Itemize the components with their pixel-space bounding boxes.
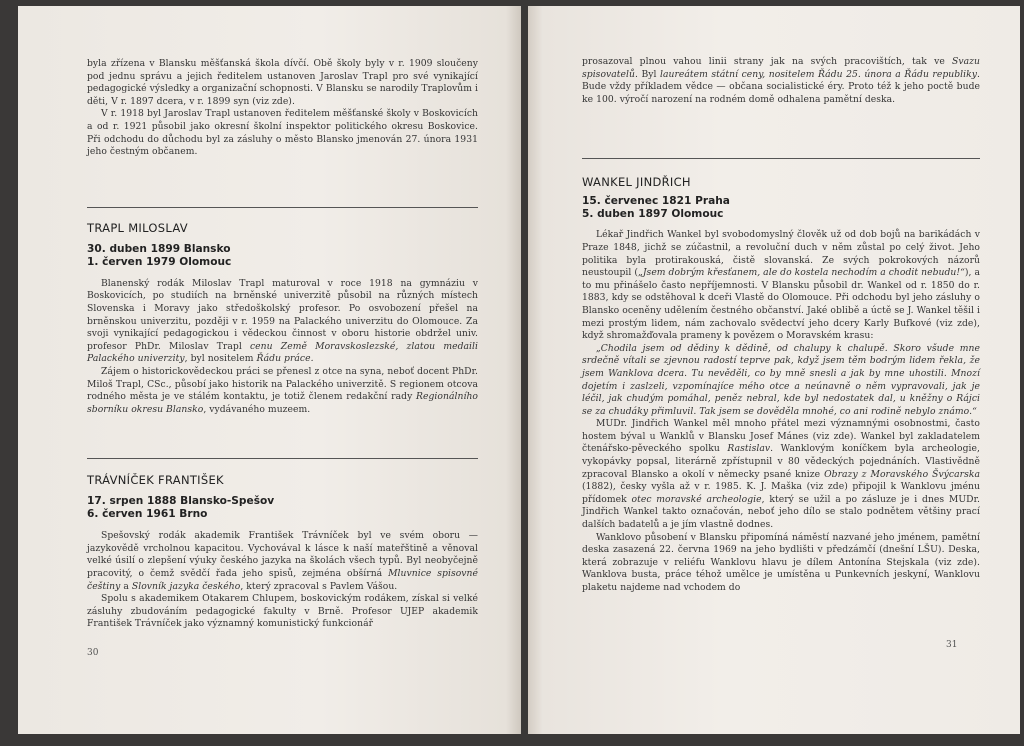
entry-birth-date: 17. srpen 1888 Blansko-Spešov — [87, 495, 275, 508]
right-intro-paragraph: prosazoval plnou vahou linii strany jak na svých pracovištích, tak ve Svazu spisovatelů. Byl laureátem státní ceny, nositelem Řádu 25. února a Řádu republiky. Bude vždy příkladem vědce — občana socialistické éry. Proto též k jeho poctě bude ke 100. výročí narození na rodném domě odhalena pamětní deska. — [582, 56, 980, 105]
page-number: 30 — [87, 648, 99, 658]
left-intro-paragraph-2: V r. 1918 byl Jaroslav Trapl ustanoven ředitelem měšťanské školy v Boskovicích a od r. 1921 působil jako okresní školní inspektor politického okresu Boskovice. Při odchodu do důchodu byl za zásluhy o město Blansko jmenován 27. února 1931 jeho čestným občanem. — [87, 108, 478, 158]
entry-name: TRÁVNÍČEK FRANTIŠEK — [87, 473, 224, 488]
entry-quote: „Chodila jsem od dědiny k dědině, od chalupy k chalupě. Skoro všude mne srdečně vítali se zjevnou radostí teprve pak, když jsem těm bodrým lidem řekla, že jsem Wanklova dcera. Tu nevěděli, co by mně snesli a jak by mne uhostili. Mnozí dojetím i zaslzeli, vzpomínajíce mého otce a neúnavně o něm vypravovali, jak je léčil, jak chudým pomáhal, peněz nebral, kde byl nedostatek dal, u kněžny o Rájci se za chudáky přimluvil. Tak jsem se dověděla mnohé, co ani rodině nebylo známo.“ — [582, 342, 980, 417]
entry-paragraph: Spolu s akademikem Otakarem Chlupem, boskovickým rodákem, získal si velké zásluhy zbudováním pedagogické fakulty v Brně. Profesor UJEP akademik František Trávníček jako významný komunistický funkcionář — [87, 593, 478, 630]
entry-name: TRAPL MILOSLAV — [87, 220, 188, 235]
entry-paragraph: Wanklovo působení v Blansku připomíná náměstí nazvané jeho jménem, pamětní deska zasazená 22. června 1969 na jeho bydlišti v předzámčí (dnešní LŠU). Deska, která zobrazuje v reliéfu Wanklovu hlavu je dílem Antonína Stejskala (viz zde). Wanklova busta, práce téhož umělce je umístěna u Punkevních jeskyní, Wanklovu plaketu najdeme nad vchodem do — [582, 531, 980, 593]
entry-name: WANKEL JINDŘICH — [582, 175, 691, 190]
entry-death-date: 6. červen 1961 Brno — [87, 508, 208, 521]
section-divider — [582, 158, 980, 159]
left-page — [18, 6, 521, 734]
entry-death-date: 1. červen 1979 Olomouc — [87, 255, 232, 268]
entry-paragraph: Spešovský rodák akademik František Trávníček byl ve svém oboru — jazykovědě vrcholnou kapacitou. Vychovával k lásce k naší mateřštině a věnoval velké úsilí o zlepšení výuky českého jazyka na školách všech typů. Byl neobyčejně pracovitý, o čemž svědčí řada jeho spisů, zejména obšírná Mluvnice spisovné češtiny a Slovník jazyka českého, který zpracoval s Pavlem Vášou. — [87, 530, 478, 592]
left-intro-paragraph: byla zřízena v Blansku měšťanská škola dívčí. Obě školy byly v r. 1909 sloučeny pod jednu správu a jejich ředitelem ustanoven Jaroslav Trapl pro své vynikající pedagogické výsledky a organizační schopnosti. V Blansku se narodily Traplovům i děti, V r. 1897 dcera, v r. 1899 syn (viz zde). — [87, 58, 478, 107]
section-divider — [87, 207, 478, 208]
entry-paragraph: Blanenský rodák Miloslav Trapl maturoval v roce 1918 na gymnáziu v Boskovicích, po studiích na brněnské univerzitě působil na různých místech Slovenska i Moravy jako středoškolský profesor. Po osvobození přešel na brněnskou univerzitu, později v r. 1959 na Palackého univerzitu do Olomouce. Za svoji vynikající pedagogickou i vědeckou činnost v oboru historie obdržel univ. profesor PhDr. Miloslav Trapl cenu Země Moravskoslezské, zlatou medaili Palackého univerzity, byl nositelem Řádu práce. — [87, 277, 478, 365]
entry-paragraph: Lékař Jindřich Wankel byl svobodomyslný člověk už od dob bojů na barikádách v Praze 1848, jichž se zúčastnil, a revoluční duch v něm zůstal po celý život. Jeho politika byla protirakouská, čistě slovanská. Ze svých pokrokových názorů neustoupil („Jsem dobrým křesťanem, ale do kostela nechodím a chodit nebudu!“), a to mu přinášelo často nepříjemnosti. V Blansku působil dr. Wankel od r. 1850 do r. 1883, kdy se odstěhoval k dceři Vlastě do Olomouce. Při odchodu byl jeho zásluhy o Blansko oceněny udělením čestného občanství. Jaké oblibě a úctě se J. Wankel těšil i mezi prostým lidem, nám zachovalo svědectví jeho dcery Karly Bufkové (viz zde), když shromažďovala prameny k povězem o Moravském krasu: — [582, 229, 980, 342]
entry-paragraph: Zájem o historickovědeckou práci se přenesl z otce na syna, neboť docent PhDr. Miloš Trapl, CSc., působí jako historik na Palackého univerzitě. S regionem otcova rodného města je ve stálém kontaktu, je totiž členem redakční rady Regionálního sborníku okresu Blansko, vydávaného muzeem. — [87, 365, 478, 415]
entry-death-date: 5. duben 1897 Olomouc — [582, 208, 724, 221]
entry-birth-date: 15. červenec 1821 Praha — [582, 195, 730, 208]
entry-paragraph: MUDr. Jindřich Wankel měl mnoho přátel mezi významnými osobnostmi, často hostem býval u Wanklů v Blansku Josef Mánes (viz zde). Wankel byl zakladatelem čtenářsko-pěveckého spolku Rastislav. Wanklovým koníčkem byla archeologie, vykopávky popsal, literárně zpřístupnil v 80 vědeckých pojednáních. Vlastivědně zpracoval Blansko a okolí v německy psané knize Obrazy z Moravského Švýcarska (1882), česky vyšla až v r. 1985. K. J. Maška (viz zde) připojil k Wanklovu jménu přídomek otec moravské archeologie, který se užil a po zásluze je i dnes MUDr. Jindřich Wankel takto označován, neboť jeho dílo se stalo podnětem většiny prací dalších badatelů a je jím vlastně dodnes. — [582, 418, 981, 531]
page-number: 31 — [946, 640, 958, 650]
right-page — [528, 6, 1020, 734]
entry-birth-date: 30. duben 1899 Blansko — [87, 242, 231, 255]
section-divider — [87, 458, 478, 459]
